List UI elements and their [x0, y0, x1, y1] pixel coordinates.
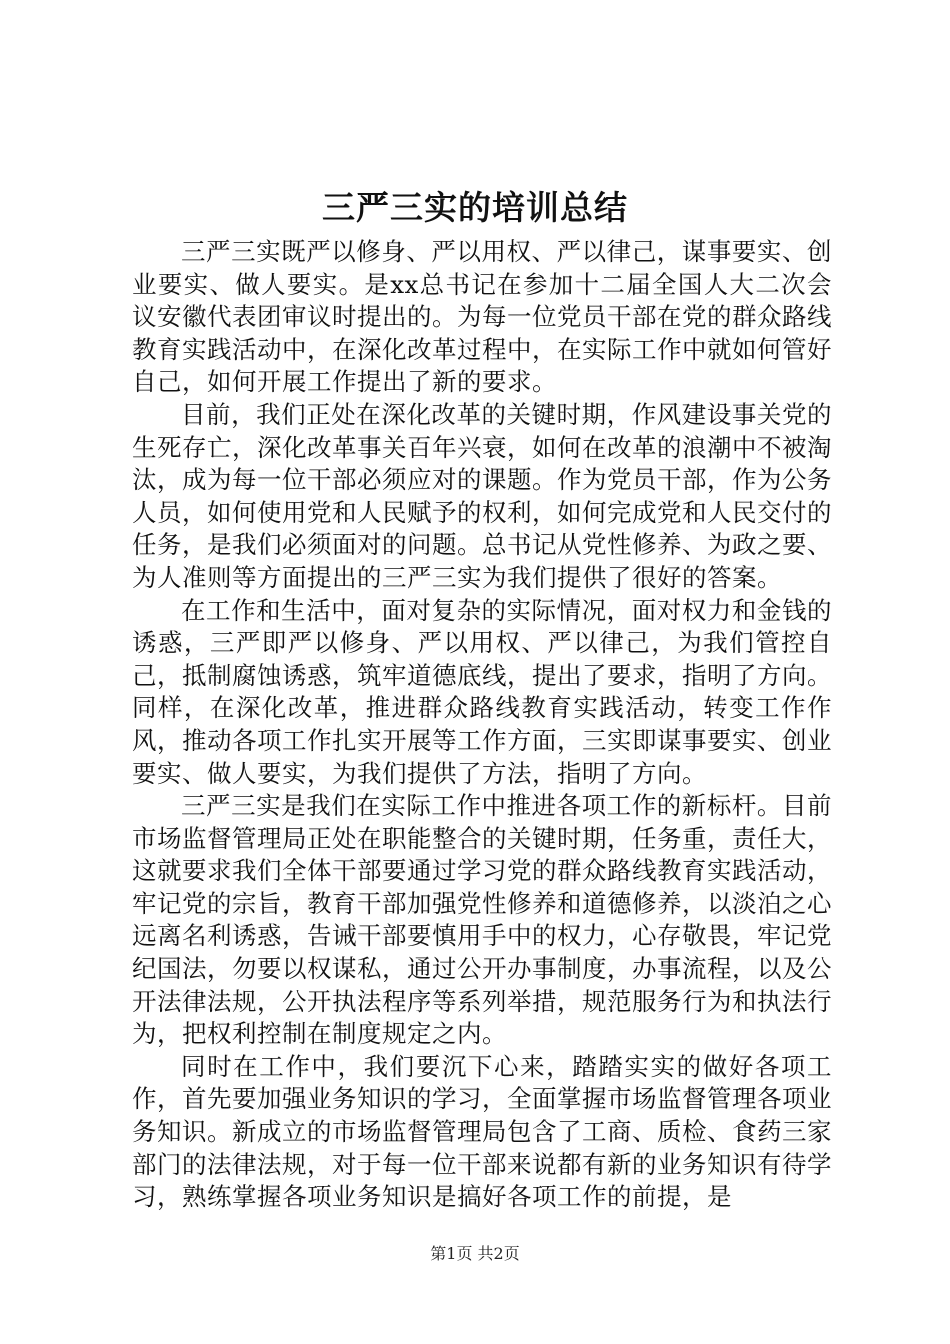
paragraph-3: 在工作和生活中，面对复杂的实际情况，面对权力和金钱的诱惑，三严即严以修身、严以用权、严以律己，为我们管控自己，抵制腐蚀诱惑，筑牢道德底线，提出了要求，指明了方向。同样，在深化改革，推进群众路线教育实践活动，转变工作作风，推动各项工作扎实开展等工作方面，三实即谋事要实、创业要实、做人要实，为我们提供了方法，指明了方向。: [132, 595, 832, 788]
page-footer: 第1页 共2页: [430, 1244, 520, 1263]
paragraph-2: 目前，我们正处在深化改革的关键时期，作风建设事关党的生死存亡，深化改革事关百年兴衰，如何在改革的浪潮中不被淘汰，成为每一位干部必须应对的课题。作为党员干部，作为公务人员，如何使用党和人民赋予的权利，如何完成党和人民交付的任务，是我们必须面对的问题。总书记从党性修养、为政之要、为人准则等方面提出的三严三实为我们提供了很好的答案。: [132, 399, 832, 592]
document-body: [132, 236, 832, 1214]
paragraph-5: 同时在工作中，我们要沉下心来，踏踏实实的做好各项工作，首先要加强业务知识的学习，全面掌握市场监督管理各项业务知识。新成立的市场监督管理局包含了工商、质检、食药三家部门的法律法规，对于每一位干部来说都有新的业务知识有待学习，熟练掌握各项业务知识是搞好各项工作的前提，是: [132, 1051, 832, 1212]
paragraph-1: 三严三实既严以修身、严以用权、严以律己，谋事要实、创业要实、做人要实。是xx总书记在参加十二届全国人大二次会议安徽代表团审议时提出的。为每一位党员干部在党的群众路线教育实践活动中，在深化改革过程中，在实际工作中就如何管好自己，如何开展工作提出了新的要求。: [132, 237, 832, 397]
document-title: 三严三实的培训总结: [322, 188, 628, 227]
paragraph-4: 三严三实是我们在实际工作中推进各项工作的新标杆。目前市场监督管理局正处在职能整合的关键时期，任务重，责任大，这就要求我们全体干部要通过学习党的群众路线教育实践活动，牢记党的宗旨，教育干部加强党性修养和道德修养，以淡泊之心远离名利诱惑，告诫干部要慎用手中的权力，心存敬畏，牢记党纪国法，勿要以权谋私，通过公开办事制度，办事流程，以及公开法律法规，公开执法程序等系列举措，规范服务行为和执法行为，把权利控制在制度规定之内。: [132, 791, 832, 1049]
